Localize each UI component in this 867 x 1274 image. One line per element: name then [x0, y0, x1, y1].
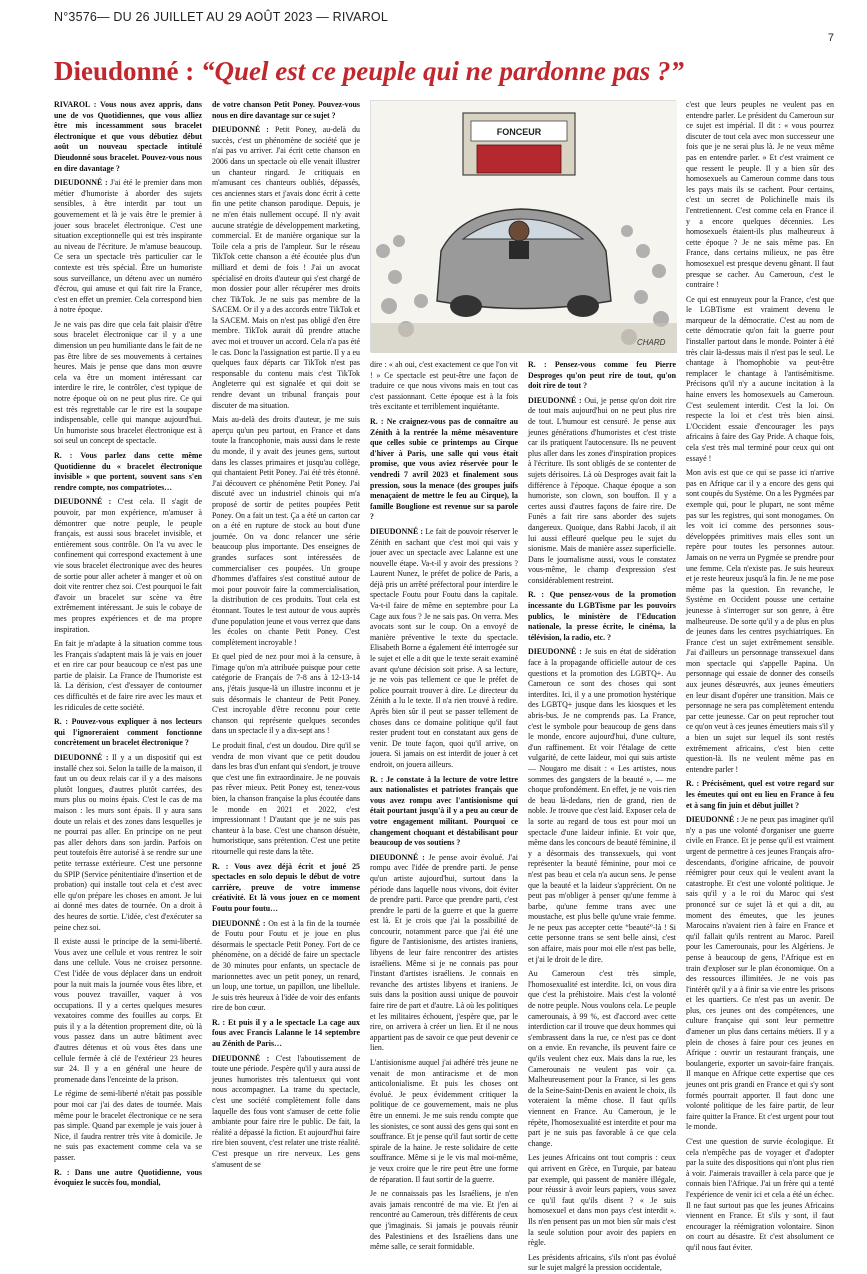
answer-text: C'est l'aboutissement de toute une période. J'espère qu'il y aura aussi de jeunes humoristes très talentueux qui vont nous accompagner. La trame du spectacle, c'est une société complètement folle dans laquelle des fous vont s'amuser de cette folie ambiante pour faire rire le public. De fait, la réalité a dépassé la fiction. Et aujourd'hui faire rire bien souvent, c'est relater une triste réalité. C'est presque un rire nerveux. Les gens s'amusent de se — [212, 1053, 360, 1169]
answer-text: Ce qui est ennuyeux pour la France, c'est que le LGBTisme est vraiment devenu le marqueur de la démocratie. C'est au nom de cette démocratie qu'on fait la guerre pour l'installer partout dans le monde. Pointer à été très clair là-dessus mais il n'est pas le seul. Le chantage à l'homophobie va peut-être remplacer le chantage à l'antisémitisme. Précisons qu'il n'y a aucune incitation à la haine envers les homosexuels au Cameroun. C'est seulement interdit. C'est la loi. On respecte la loi et c'est très bien ainsi. L'Occident essaie d'encourager les pays africains à faire des Gay Pride. A chaque fois, cela s'est très mal terminé pour ceux qui ont essayé ! — [686, 294, 834, 463]
paragraph — [528, 590, 676, 643]
paragraph — [54, 451, 202, 493]
paragraph — [528, 396, 676, 587]
answer-text: Je ne peux pas imaginer qu'il n'y a pas une volonté d'organiser une guerre civile en France. Et je pense qu'il est vraiment urgent de permettre à ces jeunes Français afro-descendants, d'origine africaine, de pouvoir réémigrer pour ceux qui le veulent avant la catastrophe. Et c'est une volonté politique. Je sais qu'il y a le roi du Maroc qui s'est prononcé sur ce sujet là et qui a dit, au moment des émeutes, que les jeunes Marocains n'avaient rien à faire en France et qu'il fallait qu'ils rentrent au Maroc. Pareil pour les Camerounais, pour les Algériens. Je pense à beaucoup de gens, l'Afrique est en train d'exploser sur le plan économique. On a des ressources illimitées. Je ne vois pas l'intérêt qu'il y a à finir sa vie entre les prisons et les quartiers. Ce n'est pas un avenir. De plus, ces jeunes ont des compétences, une culture française qui sont leur permettre d'amener un plus dans certains métiers. Il y a plein de choses à faire pour ces jeunes en Afrique : ouvrir un restaurant français, une boulangerie, exporter un savoir-faire français. Il manque en Afrique cette expertise que ces jeunes ont pris grandi en France et qui s'y sont formés pourrait apporter. Il faut donc une volonté politique de les faire partir, de leur faire quitter la France. Et c'est urgent pour tout le monde. — [686, 815, 834, 1132]
paragraph — [370, 360, 518, 413]
paragraph — [686, 295, 834, 465]
paragraph — [686, 1137, 834, 1254]
answer-text: Je suis en état de sidération face à la propagande officielle autour de ces questions et la promotion des LGBTQ+. Au Cameroun ce sont des choses qui sont interdites. Ici, il y a une promotion hystérique des LGBTQ+ jusque dans les kiosques et les abris-bus. Je ne comprends pas. La France, c'est le symbole pour beaucoup de gens dans le monde, encore aujourd'hui, d'une culture, d'un raffinement. Et voir l'étalage de cette vulgarité, de cette laideur, moi qui suis artiste — Nougaro me disait : « Les artistes, nous sommes des gangsters de la beauté », — me choque profondément. En effet, je ne vois rien de beau là-dedans, rien de grand, rien de noble. Je trouve que c'est laid. Exposer cela de la sorte au regard de tous est pour moi un spectacle d'une laideur infinie. Et voir que, même dans les concours de beauté féminine, il y a désormais des transsexuels, qui vont représenter la beauté féminine, pour moi ce n'est pas beau et cela n'a aucun sens. Je pense que la beauté et la laideur s'apprécient. On ne peut pas m'obliger à penser qu'une femme à barbe, qu'une femme trans avec une moustache, est plus belle qu'une vraie femme. Je ne peux pas accepter cette “beauté”-là ! Si cette personne trans se sent belle ainsi, c'est son affaire, mais pour moi elle n'est pas belle, et j'ai le droit de le dire. — [528, 647, 676, 964]
paragraph — [212, 862, 360, 915]
cartoon-sign-text: FONCEUR — [496, 127, 542, 137]
speaker-label: DIEUDONNÉ : — [212, 1053, 276, 1063]
speaker-label: DIEUDONNÉ : — [212, 125, 275, 135]
paragraph — [370, 1189, 518, 1253]
paragraph — [54, 178, 202, 316]
answer-text: J'ai été le premier dans mon métier d'humoriste à aborder des sujets sensibles, à être interdit par tout un gouvernement et là je vais être le premier à jouer sous bracelet électronique. C'est une situation exceptionnelle qui est très inspirante au niveau de l'écriture. Je m'amuse beaucoup. Ce sera un spectacle très particulier car le contexte est très spécial. Être un humoriste sous surveillance, un détenu avec un numéro d'écrou, qui amuse et qui fait rire la France, c'est en effet un premier. Cela correspond bien à notre époque. — [54, 178, 202, 315]
paragraph — [528, 647, 676, 965]
paragraph — [212, 1054, 360, 1171]
answer-text: dire : « ah oui, c'est exactement ce que l'on vit ! » Ce spectacle est peut-être une façon de traduire ce que nous vivons mais en tout cas c'est passionnant. Cette époque est à la fois très excitante et terriblement inquiétante. — [370, 360, 518, 412]
paragraph — [54, 937, 202, 1085]
paragraph — [212, 100, 360, 121]
paragraph — [370, 1058, 518, 1185]
answer-text: Je ne connaissais pas les Israéliens, je n'en avais jamais rencontré de ma vie. Et j'en ai rencontré au Cameroun, très différents de ceux que j'imaginais. Si jamais je pouvais réunir des Palestiniens et des Israéliens dans une même salle, ce serait formidable. — [370, 1189, 518, 1252]
paragraph — [54, 717, 202, 749]
question-text: R. : Vous avez déjà écrit et joué 25 spectacles en solo depuis le début de votre carrière, preuve de votre immense créativité. Et là vous jouez en ce moment Foutu pour foutu… — [212, 861, 360, 913]
paragraph — [528, 1153, 676, 1248]
paragraph — [54, 1168, 202, 1189]
question-text: RIVAROL : Vous nous avez appris, dans une de vos Quotidiennes, que vous alliez être mis incessamment sous bracelet électronique et que vous débutiez début août un nouveau spectacle intitulé Dieudonné sous bracelet. Pouvez-vous nous en dire davantage ? — [54, 100, 202, 173]
question-text: R. : Je constate à la lecture de votre lettre aux nationalistes et patriotes français que vous avez rompu avec l'antisionisme qui était pourtant jusqu'à il y a peu au cœur de votre engagement militant. Pourquoi ce changement choquant et déstabilisant pour beaucoup de vos soutiens ? — [370, 774, 518, 848]
speaker-label: DIEUDONNÉ : — [528, 647, 585, 657]
speaker-label: DIEUDONNÉ : — [54, 497, 118, 507]
paragraph — [212, 652, 360, 737]
paragraph — [528, 969, 676, 1149]
paragraph — [686, 468, 834, 775]
paragraph — [686, 815, 834, 1133]
answer-text: Au Cameroun c'est très simple, l'homosexualité est interdite. Ici, on vous dira que c'est la préhistoire. Mais c'est la volonté de notre peuple. Nous voulons cela. Le peuple camerounais, à 99 %, est d'accord avec cette interdiction car il trouve que deux hommes qui s'embrassent dans la rue, ce n'est pas ce dont on a envie. En revanche, ils peuvent faire ce qu'ils veulent chez eux. Mais dans la rue, les Camerounais ne veulent pas voir ça. Malheureusement pour la France, si les gens de la Seine-Saint-Denis en avaient le choix, ils voteraient la même chose. Il faut qu'ils viennent en France. Au Cameroun, je le répète, l'homosexualité est interdite et pour ma part je ne suis pas favorable à ce que cela change. — [528, 969, 676, 1148]
answer-text: L'antisionisme auquel j'ai adhéré très jeune ne venait de mon antiracisme et de mon anticolonialisme. Et puis les choses ont évolué. Je peux évidemment critiquer la politique de ce gouvernement, mais ne plus être un ennemi. Je me suis rendu compte que les sionistes, ce sont aussi des gens qui sont en souffrance. Et je pense qu'il faut sortir de cette spirale de la haine. Je reste solidaire de cette souffrance. Même si je le vis mal moi-même, je veux croire que le rire peut être une forme de réparation. Il faut sortir de la guerre. — [370, 1058, 518, 1184]
question-text: R. : Ne craignez-vous pas de connaître au Zénith à la rentrée la même mésaventure que celles subie ce printemps au Cirque d'hiver à Paris, une salle qui vous était promise, que vous aviez réservée pour le vendredi 7 avril 2023 et finalement sous pression, sous la menace (des groupes juifs menaçaient de mettre le feu au Cirque), la famille Bouglione est revenue sur sa parole ? — [370, 416, 518, 522]
column-3 — [370, 360, 518, 1252]
answer-text: C'est cela. Il s'agit de pouvoir, par mon expérience, m'amuser à démontrer que notre peuple, le peuple français, est aussi sous bracelet invisible, et entièrement sous contrôle. On l'a vu avec le confinement qui correspond exactement à une vie sous bracelet électronique avec des heures de sortie pour aller acheter à manger et où on doit vite rentrer chez soi. C'est pourquoi le fait d'avoir un bracelet sur scène va être extrêmement intéressant. Je suis le cobaye de mes propres expériences et de ma propre inspiration. — [54, 497, 202, 634]
paragraph — [370, 527, 518, 771]
paragraph — [212, 125, 360, 411]
question-text: R. : Vous parlez dans cette même Quotidienne du « bracelet électronique invisible » que portent, souvent sans s'en rendre compte, nos compatriotes… — [54, 451, 202, 492]
answer-text: Mon avis est que ce qui se passe ici n'arrive pas en Afrique car il y a encore des gens qui sont coupés du Système. On a les Pygmées par exemple qui, pour le plupart, ne sont même pas sur les registres, qui sont monogames. On les voit ici comme des personnes sous-développées primitives mais elles sont un repère pour toutes les personnes autour. Jamais on ne verra un Pygmée se prendre pour une femme. Cela n'existe pas. Je suis heureux et je reste heureux jusqu'à la fin. Je ne me pose même pas la question. En revanche, le Système en Occident pousse une certaine jeunesse à s'interroger sur son genre, à être malheureuse. De sorte qu'il y a de plus en plus de jeunes dans les centres psychiatriques. En France c'est un sujet extrêmement sensible. J'ai d'ailleurs un personnage transsexuel dans mon spectacle qui s'appelle Papina. Un personnage qui essaie de donner des conseils aux jeunes désœuvrés, aux jeunes émeutiers en leur disant d'opérer une transition. Mais ce personnage ne sera pas complètement entendu par cette jeunesse. Car on peut reprocher tout ce qu'on veut à ces jeunes émeutiers mais s'il y a bien un sujet sur lequel ils sont restés extrêmement africains, c'est bien cette question-là. Ils ne veulent même pas en entendre parler ! — [686, 468, 835, 774]
question-text: R. : Dans une autre Quotidienne, vous évoquiez le succès fou, mondial, — [54, 1167, 202, 1188]
paragraph — [528, 1253, 676, 1274]
paragraph — [54, 639, 202, 713]
answer-text: En fait je m'adapte à la situation comme tous les Français s'adaptent mais là je vais en jouer et en rire car pour beaucoup ce n'est pas une partie de plaisir. La France de l'humoriste est là. La dérision, c'est d'essayer de contourner ces difficultés et de faire rire avec les maux et les ridicules de cette société. — [54, 639, 202, 712]
speaker-label: DIEUDONNÉ : — [54, 178, 111, 188]
question-text: de votre chanson Petit Poney. Pouvez-vous nous en dire davantage sur ce sujet ? — [212, 100, 360, 120]
answer-text: Les présidents africains, s'ils n'ont pas évolué sur le sujet malgré la pression occidentale, — [528, 1252, 676, 1273]
paragraph — [212, 415, 360, 648]
answer-text: Mais au-delà des droits d'auteur, je me suis aperçu qu'un peu partout, en France et dans toute la francophonie, mais aussi dans le reste du monde, il y avait des jeunes gens, surtout dans les classes primaires et jusqu'au collège, qui chantaient Petit Poney. J'ai été très étonné. J'ai découvert ce phénomène Petit Poney. J'ai discuté avec un industriel chinois qui m'a proposé de sortir de petites poupées Petit Poney. On a fait un test. Ça a été un carton car on a été en rupture de stock au bout d'une journée. On va donc relancer une série beaucoup plus importante. Des enseignes de grandes surfaces sont intéressées de commercialiser ces poupées. Un groupe d'hommes d'affaires s'est constitué autour de moi pour pouvoir faire la commercialisation, la distribution de ces produits. Tout cela est étonnant. Toutes le test autour de vous auprès d'une population jeune et vous verrez que dans les écoles on chante Petit Poney. C'est complètement incroyable ! — [212, 415, 360, 647]
speaker-label: DIEUDONNÉ : — [686, 815, 742, 825]
answer-text: Et quel pied de nez pour moi à la censure, à l'image qu'on m'a attribuée puisque pour cette catégorie de Français de 7-8 ans à 12-13-14 ans, j'étais jusque-là un illustre inconnu et je suis désormais le chanteur de Petit Poney. C'est incroyable d'être reconnu pour cette chanson qui représente quelques secondes dans un spectacle il y a dix-sept ans ! — [212, 652, 360, 736]
paragraph — [54, 320, 202, 447]
paragraph — [370, 775, 518, 849]
cartoon-illustration — [370, 100, 676, 352]
paragraph — [54, 1089, 202, 1163]
answer-text: Les jeunes Africains ont tout compris : ceux qui arrivent en Grèce, en Turquie, par bateau par exemple, qui passent de manière illégale, pour réussir à avoir leurs papiers, vous savez ce qu'il faut qu'ils disent ? « Je suis homosexuel et dans mon pays c'est interdit ». Ils n'en pensent pas un mot bien sûr mais c'est la seule solution pour avoir des papiers en règle. — [528, 1153, 676, 1248]
paragraph — [528, 360, 676, 392]
cartoon-drawing — [371, 101, 677, 353]
title-author: Dieudonné : — [54, 56, 202, 86]
paragraph — [54, 497, 202, 635]
answer-text: Le régime de semi-liberté n'était pas possible pour moi car j'ai des dates de tournée. Mais même pour le bracelet électronique ce ne sera pas simple. Quand par exemple je vais jouer à Nice, il faudra rentrer très vite à domicile. Je ne suis pas exactement comme cela va se passer. — [54, 1089, 202, 1162]
speaker-label: DIEUDONNÉ : — [54, 753, 113, 763]
paragraph — [686, 779, 834, 811]
question-text: R. : Pensez-vous comme feu Pierre Desproges qu'on peut rire de tout, qu'on doit rire de tout ? — [528, 360, 676, 391]
paragraph — [212, 741, 360, 858]
column-5 — [686, 100, 835, 1252]
paragraph — [54, 100, 202, 174]
paragraph — [212, 919, 360, 1014]
answer-text: C'est une question de survie écologique. Et cela n'empêche pas de voyager et d'adopter par la suite des dispositions qui n'ont plus rien à voir. J'aimerais travailler à cela parce que je connais bien l'Afrique. J'ai un frère qui a tenté l'expérience de venir ici et cela a été un échec. Il ne faut surtout pas que les jeunes Africains viennent en France. Et s'ils y sont, il faut encourager la réémigration volontaire. Sinon on court au désastre. Et c'est absolument ce qu'il nous faut éviter. — [686, 1137, 834, 1252]
question-text: R. : Que pensez-vous de la promotion incessante du LGBTisme par les pouvoirs publics, le ministère de l'Education nationale, la presse écrite, le cinéma, la télévision, la radio, etc. ? — [528, 590, 676, 642]
speaker-label: DIEUDONNÉ : — [370, 526, 426, 536]
answer-text: Le fait de pouvoir réserver le Zénith en sachant que c'est moi qui vais y jouer avec un spectacle avec Lalanne est une nouvelle étape. Va-t-il y avoir des pressions ? Laurent Nunez, le préfet de police de Paris, a déjà pris un arrêté préfectoral pour interdire le spectacle Foutu pour Foutu dans la capitale. Va-t-il faire de même en septembre pour La Cage aux fous ? Je ne sais pas. On verra. Mes avocats sont sur le coup. On a envoyé de manière préventive le texte du spectacle. Elisabeth Borne a également été interrogée sur le sujet et elle a dit que le texte serait examiné avant qu'une décision soit prise. A sa lecture, je ne vois pas tellement ce que le préfet de police pourrait trouver à dire. Le directeur du Zénith a lu le texte. Il n'a rien trouvé à redire. Après bien sûr il peut se passer tellement de choses dans ce domaine politique qu'il faut rester prudent tout en constatant aux gens de venir. De toute façon, quoi qu'il arrive, on jouera. Si jamais on est interdit de jouer à cet endroit, on jouera ailleurs. — [370, 526, 518, 769]
question-text: R. : Et puis il y a le spectacle La cage aux fous avec Francis Lalanne le 14 septembre au Zénith de Paris… — [212, 1017, 360, 1049]
answer-text: c'est que leurs peuples ne veulent pas en entendre parler. Le président du Cameroun sur ce sujet est impérial. Il dit : « vous pourrez discuter de tout cela avec mon successeur une fois que je ne serai plus là. Je ne veux même pas en entendre parler. » Et c'est vraiment ce que ressent le peuple. Il y a bien sûr des homosexuels au Cameroun comme dans tous les pays mais ils se cachent. Pour certains, c'est un secret de Polichinelle mais ils l'entretiennent. C'est comme cela en France il y a encore quelques décennies. Les homosexuels étaient-ils plus malheureux à cette époque ? Je ne sais même pas. En France, dans certains milieux, ne pas être homosexuel est presque devenu gênant. Il faut presque se cacher. Au Cameroun, c'est le contraire ! — [686, 100, 834, 290]
title-quote: “Quel est ce peuple qui ne pardonne pas ?” — [201, 56, 685, 86]
paragraph — [212, 1018, 360, 1050]
column-4 — [528, 360, 676, 1273]
page-header — [54, 10, 834, 44]
answer-text: Je ne vais pas dire que cela fait plaisir d'être sous bracelet électronique car il y a une dimension un peu humiliante dans le fait de ne pas être libre de ses mouvements à certaines heures. Mais je pense que dans mon œuvre cela va être un moment intéressant car interdire le rire, le contrôler, c'est typique de notre époque où on ne peut plus rire. Ce qui est très regrettable car le rire est la soupape indispensable, celle qui manque aujourd'hui. Un humoriste sous bracelet électronique est à soi seul un concept de spectacle. — [54, 319, 202, 446]
speaker-label: DIEUDONNÉ : — [528, 395, 585, 405]
column-1 — [54, 100, 202, 1188]
paragraph — [370, 417, 518, 523]
paragraph — [686, 100, 834, 291]
issue-line: N°3576— DU 26 JUILLET AU 29 AOÛT 2023 — RIVAROL — [54, 10, 388, 24]
speaker-label: DIEUDONNÉ : — [212, 918, 269, 928]
cartoon-signature: CHARD — [637, 338, 666, 347]
paragraph — [370, 853, 518, 1054]
article-title — [54, 56, 834, 92]
answer-text: On est à la fin de la tournée de Foutu pour Foutu et je joue en plus désormais le spectacle Petit Poney. Fort de ce phénomène, on a décidé de faire un spectacle de 30 minutes pour enfants, un spectacle de marionnettes avec un petit poney, un renard, un loup, une tortue, un papillon, une libellule. Je suis très heureux à l'idée de voir des enfants rire de bon cœur. — [212, 918, 360, 1013]
answer-text: Je pense avoir évolué. J'ai rompu avec l'idée de prendre parti. Je pense qu'un artiste aujourd'hui, surtout dans la période dans laquelle nous vivons, doit éviter de prendre parti. Parce que prendre parti, c'est prendre le parti de la guerre et que la guerre est là. Et je crois que j'ai la possibilité de concourir, notamment parce que j'ai été une figure de l'antisionisme, des artistes iraniens, libyens de leur faire rencontrer des artistes israéliens. Même si je ne connais pas pour l'instant d'artistes israéliens. Je connais en revanche des artistes libyens et iraniens. Je suis dans la position aussi unique de pouvoir faire rire de part et d'autre. Là où les politiques et les militaires échouent, j'espère que, par le rire, on arrivera à créer un lien. Et il ne nous appartient pas de savoir ce que peut devenir ce lien. — [370, 852, 518, 1053]
paragraph — [54, 753, 202, 933]
page-number: 7 — [827, 32, 834, 44]
question-text: R. : Pouvez-vous expliquer à nos lecteurs qui l'ignoreraient comment fonctionne concrètement un bracelet électronique ? — [54, 717, 202, 748]
speaker-label: DIEUDONNÉ : — [370, 852, 429, 862]
answer-text: Oui, je pense qu'on doit rire de tout mais aujourd'hui on ne peut plus rire de tout. L'humour est censuré. Je pense aux jeunes générations d'humoristes et c'est triste car ils pratiquent l'autocensure. Ils ne peuvent plus aller dans les zones d'inspiration propices à l'écriture. Ils sont obligés de se contenter de sujets dérisoires. Là où Desproges avait fait la différence à l'époque. Chaque époque a son humoriste, son clown, son bouffon. Il y a certes aussi d'autres façons de faire rire. De Funès a fait rire sans aborder des sujets dangereux. Quoique, dans Rabbi Jacob, il ait lui aussi effleuré quelque peu le sujet du sionisme. Mais de manière assez superficielle. Dans le journalisme aussi, vous le constatez vous-même, le champ d'expression s'est considérablement restreint. — [528, 395, 676, 585]
answer-text: Le produit final, c'est un doudou. Dire qu'il se vendra de mon vivant que ce petit doudou dans les bras d'un enfant qui s'endort, je trouve que c'est une fin extraordinaire. Je ne pouvais pas rêver mieux. Petit Poney est, tenez-vous bien, la chanson française la plus écoutée dans le monde en 2021 et 2022, c'est impressionnant ! D'autant que je ne suis pas chanteur à la base. C'est une chanson désuète, humoristique, sans prétention. C'est une petite ritournelle qui reste dans la tête. — [212, 741, 360, 856]
column-2 — [212, 100, 360, 1169]
answer-text: Il existe aussi le principe de la semi-liberté. Vous avez une cellule et vous rentrez le soir dans une cellule. Vous ne croisez personne. C'est l'idée de vous déplacer dans un endroit pour la nuit mais la journée vous êtes libre, et vous pouvez travailler, vaquer à vos occupations. Il y a certes quelques mesures vexatoires comme des fouilles au corps. Et puis il y a la détention proprement dite, où là vous passez dans un autre bâtiment avec d'autres détenus et où vous êtes dans une cellule fermée à clé de l'extérieur 23 heures sur 24. Il y a en général une heure de promenade dans l'enceinte de la prison. — [54, 937, 202, 1084]
answer-text: Il y a un dispositif qui est installé chez soi. Selon la taille de la maison, il faut un ou deux relais car il y a des maisons plutôt longues, d'autres plutôt carrées, des murs plus ou moins épais. C'est le cas de ma maison : les murs sont épais. Il y aura sans doute un relais et des zones dans lesquelles je ne pourrai pas aller. En principe on ne peut pas aller dehors dans son jardin. Parfois on peut toutefois être autorisé à se rendre sur une petite terrasse extérieure. C'est une personne du SPIP (Service pénitentiaire d'insertion et de probation) qui installe tout cela et c'est avec elle qu'on prépare les choses en amont. Je lui ai donné mes dates de tournée. On a droit à des heures de sortie. L'idée, c'est d'exécuter sa peine chez soi. — [54, 753, 202, 932]
article-body — [54, 100, 835, 1273]
answer-text: Petit Poney, au-delà du succès, c'est un phénomène de société que je n'ai pas vu arriver. J'ai écrit cette chanson en 2006 dans un spectacle où elle venait illustrer un chanteur ringard. Je critiquais en m'amusant ces chanteurs oubliés, dépassés, ces anciennes stars et j'avais donc écrit à cette fin une petite chanson parodique. Depuis, je ne m'en étais nullement occupé. Il n'y avait aucune stratégie de développement marketing, commercial. Et de manière organique sur la Toile cela a pris de l'ampleur. Sur le réseau TikTok cette chanson a été écoutée plus d'un milliard et demi de fois ! J'ai un avocat spécialisé en droits d'auteur qui s'est chargé de mon dossier pour aller récupérer mes droits chez TikTok. Je ne suis pas membre de la SACEM. Or il y a des accords entre TikTok et la SACEM. Mais on n'est pas obligé d'en être membre. TikTok aurait dû prendre attache avec moi et trouver un accord. Cela n'a pas été le cas. Donc la l'assignation est partie. Il y a eu quelques faux départs car TikTok n'est pas responsable du contenu mais c'est TikTok Angleterre qui est signalée et qui doit se rendre devant un tribunal français pour discuter de ma situation. — [212, 125, 360, 410]
question-text: R. : Précisément, quel est votre regard sur les émeutes qui ont eu lieu en France à feu et à sang fin juin et début juillet ? — [686, 779, 834, 810]
